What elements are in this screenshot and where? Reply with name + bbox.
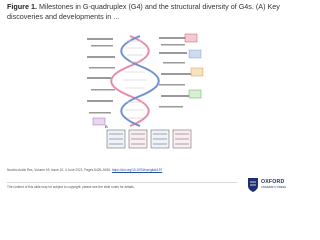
figure-image xyxy=(85,32,215,152)
timeline-annotations-right xyxy=(159,37,191,108)
logo-name: OXFORD xyxy=(261,179,285,185)
panel-label-b: B xyxy=(105,124,108,129)
oup-crest-icon xyxy=(247,177,259,193)
logo-subtitle: UNIVERSITY PRESS xyxy=(261,186,287,189)
timeline-annotations-left xyxy=(87,38,115,114)
footer xyxy=(0,174,300,225)
footer-divider xyxy=(7,182,237,183)
citation xyxy=(7,168,295,172)
copyright-notice: The content of this slide may be subject to copyright: please see the slide notes for details. xyxy=(7,185,135,189)
doi-link[interactable]: https://doi.org/10.1093/nar/gkab197 xyxy=(111,168,163,172)
oup-logo xyxy=(247,177,293,193)
citation-text: Nucleic Acids Res, Volume 49, Issue 10, 4 June 2021, Pages 5426–5450, xyxy=(7,168,112,172)
g4-structures-panel xyxy=(107,130,191,148)
caption-text: Milestones in G-quadruplex (G4) and the structural diversity of G4s. (A) Key discoveries and developments in ... xyxy=(7,2,280,21)
caption-label: Figure 1. xyxy=(7,2,37,11)
figure-caption xyxy=(7,2,292,21)
helix-diagram xyxy=(111,36,159,126)
